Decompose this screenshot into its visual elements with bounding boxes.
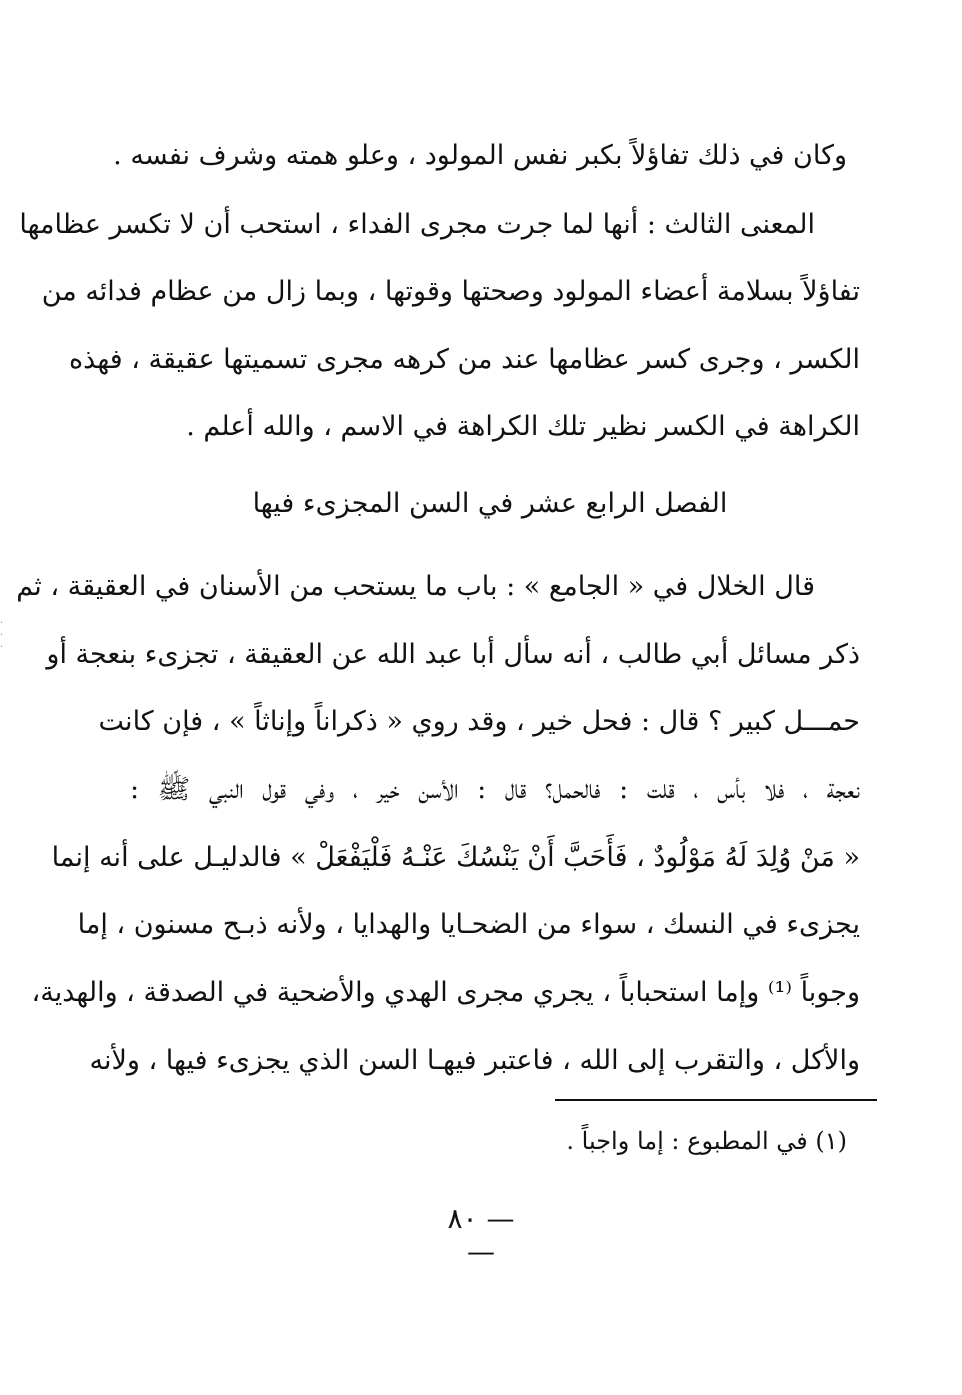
footnote-separator — [555, 1099, 877, 1101]
body-text-line: نعجة ، فلا بأس ، قلت : فالحمل؟ قال : الأسن خير ، وفي قول النبي ﷺ : — [130, 774, 860, 805]
body-text-line: تفاؤلاً بسلامة أعضاء المولود وصحتها وقوتها ، وبما زال من عظام فدائه من — [41, 276, 860, 307]
body-text-line: الكراهة في الكسر نظير تلك الكراهة في الاسم ، والله أعلم . — [186, 411, 860, 442]
body-text-line: « مَنْ وُلِدَ لَهُ مَوْلُودٌ ، فَأَحَبَّ أَنْ يَنْسُكَ عَنْـهُ فَلْيَفْعَلْ » فالدليـل على أنه إنما — [51, 842, 860, 873]
body-text-line: الكسر ، وجرى كسر عظامها عند من كرهه مجرى تسميتها عقيقة ، فهذه — [69, 344, 860, 375]
page-number: — ٨٠ — — [447, 1202, 515, 1268]
footnote: (١) في المطبوع : إما واجباً . — [566, 1127, 847, 1155]
body-text-line: قال الخلال في « الجامع » : باب ما يستحب من الأسنان في العقيقة ، ثم — [16, 571, 815, 602]
body-text-line: والأكل ، والتقرب إلى الله ، فاعتبر فيهـا السن الذي يجزىء فيها ، ولأنه — [89, 1045, 860, 1076]
section-heading: الفصل الرابع عشر في السن المجزىء فيها — [252, 488, 728, 519]
body-text-line: حمـــل كبير ؟ قال : فحل خير ، وقد روي « ذكراناً وإناثاً » ، فإن كانت — [98, 706, 860, 737]
body-text-line: ذكر مسائل أبي طالب ، أنه سأل أبا عبد الله عن العقيقة ، تجزىء بنعجة أو — [46, 639, 860, 670]
body-text-line: يجزىء في النسك ، سواء من الضحـايا والهدايا ، ولأنه ذبـح مسنون ، إما — [77, 909, 860, 940]
body-text-line: وجوباً ⁽¹⁾ وإما استحباباً ، يجري مجرى الهدي والأضحية في الصدقة ، والهدية، — [31, 977, 860, 1008]
body-text-line: المعنى الثالث : أنها لما جرت مجرى الفداء ، استحب أن لا تكسر عظامها — [19, 209, 815, 240]
body-text-line: وكان في ذلك تفاؤلاً بكبر نفس المولود ، وعلو همته وشرف نفسه . — [113, 140, 847, 171]
scan-edge-mark: · · · — [0, 618, 4, 653]
